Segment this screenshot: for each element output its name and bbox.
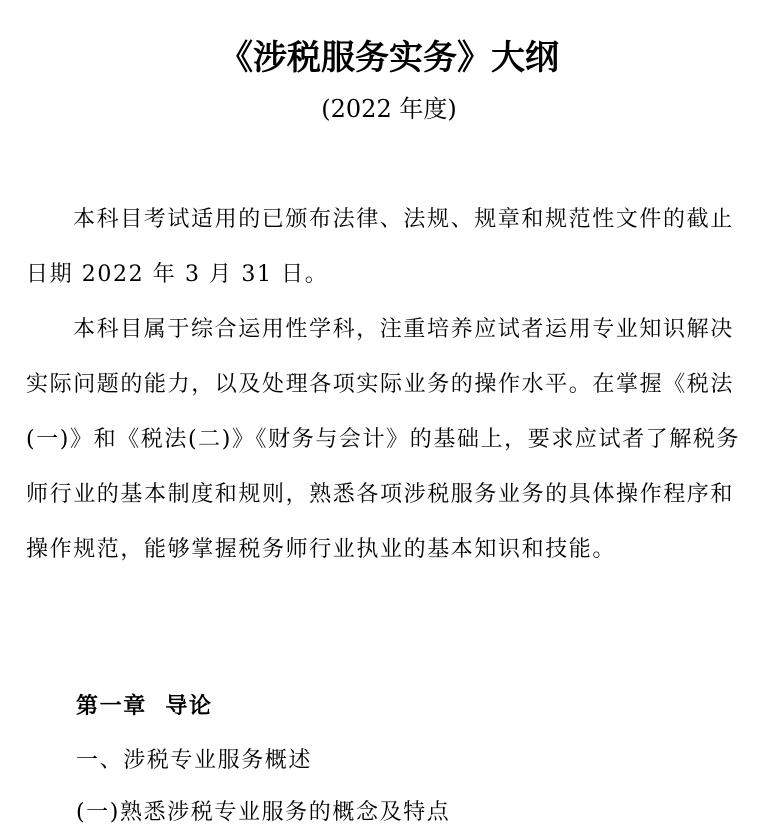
chapter-heading: 第一章 导论 bbox=[76, 693, 213, 719]
paragraph-effective-date: 本科目考试适用的已颁布法律、法规、规章和规范性文件的截止日期 2022 年 3 月 31 日。 bbox=[26, 207, 734, 287]
document-title: 《涉税服务实务》大纲 bbox=[219, 38, 559, 78]
section-heading: 一、涉税专业服务概述 bbox=[76, 748, 313, 773]
paragraph-subject-description: 本科目属于综合运用性学科，注重培养应试者运用专业知识解决实际问题的能力，以及处理各项实际业务的操作水平。在掌握《税法(一)》和《税法(二)》《财务与会计》的基础上，要求应试者了解税务师行业的基本制度和规则，熟悉各项涉税服务业务的具体操作程序和操作规范，能够掌握税务师行业执业的基本知识和技能。 bbox=[26, 317, 741, 562]
subsection-heading: (一)熟悉涉税专业服务的概念及特点 bbox=[76, 800, 451, 825]
document-subtitle-year: (2022 年度) bbox=[321, 95, 457, 123]
